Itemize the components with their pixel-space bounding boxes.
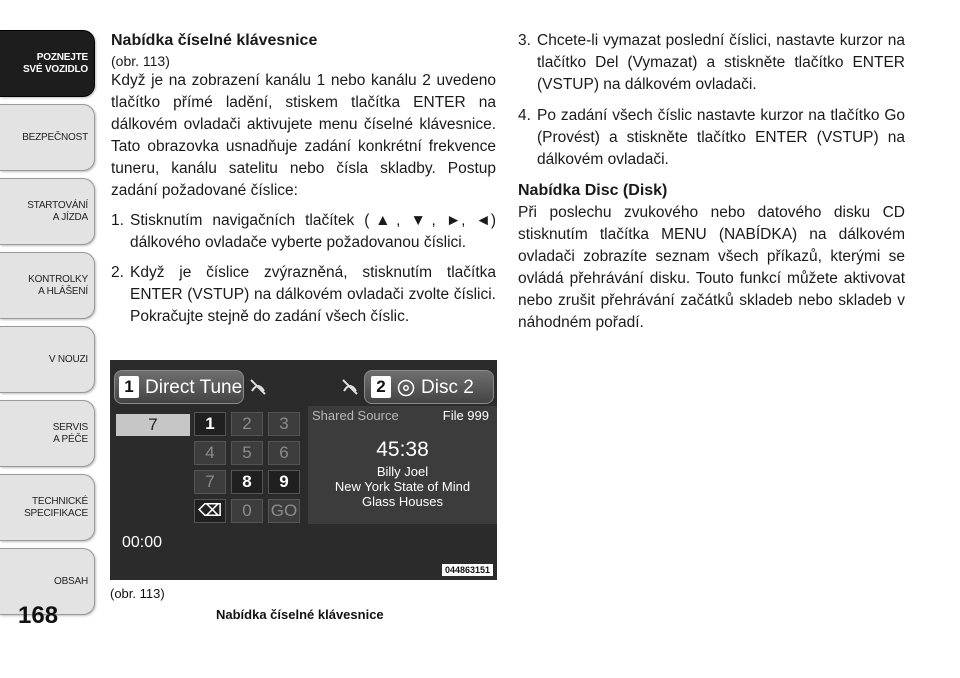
step-text: Stisknutím navigačních tlačítek (▲, ▼, ►, ◄) dálkového ovladače vyberte požadovanou číslici. — [130, 212, 496, 251]
step-list — [111, 210, 496, 328]
tab-label: TECHNICKÉ SPECIFIKACE — [24, 495, 88, 519]
tab-label: STARTOVÁNÍ A JÍZDA — [27, 199, 88, 223]
step-text: Když je číslice zvýrazněná, stisknutím tlačítka ENTER (VSTUP) na dálkovém ovladači zvolte číslici. Pokračujte stejně do zadání všech číslic. — [130, 264, 496, 325]
numeric-keypad — [110, 408, 305, 580]
intro-paragraph: Když je na zobrazení kanálu 1 nebo kanálu 2 uvedeno tlačítko přímé ladění, stiskem tlačítka ENTER na dálkovém ovladači aktivujete menu číselné klávesnice. Tato obrazovka usnadňuje zadání konkrétní frekvence tuneru, kanálu satelitu nebo čísla skladby. Postup zadání požadované číslice: — [111, 72, 496, 199]
no-antenna-icon — [248, 377, 268, 397]
file-label: File 999 — [442, 408, 489, 423]
track-name: Glass Houses — [362, 494, 443, 509]
figure-reference: (obr. 113) — [111, 53, 170, 69]
list-item — [111, 262, 496, 328]
figure-screen — [110, 360, 497, 580]
keypad-key[interactable]: ⌫ — [194, 499, 226, 523]
no-antenna-icon — [340, 377, 360, 397]
section-heading-keypad: Nabídka číselné klávesnice — [111, 32, 318, 49]
disc-paragraph: Při poslechu zvukového nebo datového disku CD stisknutím tlačítka MENU (NABÍDKA) na dálkovém ovladači zobrazíte seznam všech příkazů, kterými se ovládá přehrávání disku. Touto funkcí můžete aktivovat nebo zrušit přehrávání začátků skladeb nebo skladeb v náhodném pořadí. — [518, 204, 905, 331]
tab-bezpecnost[interactable] — [0, 104, 95, 171]
figure-code: 044863151 — [442, 564, 493, 576]
tab-label: V NOUZI — [48, 353, 88, 365]
disc-icon — [397, 379, 415, 397]
tab-label: SERVIS A PÉČE — [52, 421, 88, 445]
tab-technicke-specifikace[interactable] — [0, 474, 95, 541]
channel-number-badge: 2 — [371, 376, 391, 398]
tab-kontrolky-a-hlaseni[interactable] — [0, 252, 95, 319]
step-text: Po zadání všech číslic nastavte kurzor na tlačítko Go (Provést) a stiskněte tlačítko ENTER (VSTUP) na dálkovém ovladači. — [537, 107, 905, 168]
caption-reference: (obr. 113) — [110, 586, 165, 601]
left-column — [111, 30, 496, 336]
caption-title: Nabídka číselné klávesnice — [216, 607, 384, 622]
keypad-key[interactable]: 2 — [231, 412, 263, 436]
track-time: 45:38 — [376, 438, 429, 461]
keypad-key[interactable]: 9 — [268, 470, 300, 494]
artist-name: Billy Joel — [376, 464, 429, 479]
step-text: Chcete-li vymazat poslední číslici, nastavte kurzor na tlačítko Del (Vymazat) a stiskněte tlačítko ENTER (VSTUP) na dálkovém ovladači. — [537, 32, 905, 93]
entry-display: 7 — [116, 414, 190, 436]
keypad-key[interactable]: 1 — [194, 412, 226, 436]
keypad-key[interactable]: 8 — [231, 470, 263, 494]
keypad-key[interactable]: GO — [268, 499, 300, 523]
tab-label: POZNEJTE SVÉ VOZIDLO — [22, 51, 88, 75]
keypad-key[interactable]: 5 — [231, 441, 263, 465]
list-item — [518, 105, 905, 171]
direct-tune-button[interactable] — [114, 370, 244, 404]
step-number: 2. — [111, 264, 124, 281]
tab-servis-a-pece[interactable] — [0, 400, 95, 467]
tab-label: KONTROLKY A HLÁŠENÍ — [28, 273, 88, 297]
album-name: New York State of Mind — [334, 479, 471, 494]
list-item — [518, 30, 905, 96]
screen-top-bar — [110, 370, 497, 404]
direct-tune-label: Direct Tune — [145, 377, 243, 398]
disc-source-button[interactable] — [364, 370, 494, 404]
elapsed-time: 00:00 — [122, 534, 163, 551]
tab-v-nouzi[interactable] — [0, 326, 95, 393]
tab-poznejte-sve-vozidlo[interactable] — [0, 30, 95, 97]
keypad-key[interactable]: 7 — [194, 470, 226, 494]
tab-label: OBSAH — [53, 575, 88, 587]
right-column — [518, 30, 905, 334]
tab-label: BEZPEČNOST — [22, 131, 88, 143]
keypad-key[interactable]: 3 — [268, 412, 300, 436]
keypad-key[interactable]: 4 — [194, 441, 226, 465]
step-number: 3. — [518, 32, 531, 49]
disc-label: Disc 2 — [421, 377, 474, 398]
keypad-key[interactable]: 6 — [268, 441, 300, 465]
page-number: 168 — [18, 602, 59, 629]
channel-number-badge: 1 — [119, 376, 139, 398]
step-number: 1. — [111, 212, 124, 229]
list-item — [111, 210, 496, 254]
source-label: Shared Source — [312, 408, 399, 423]
now-playing-panel — [308, 406, 497, 524]
step-number: 4. — [518, 107, 531, 124]
step-list — [518, 30, 905, 171]
section-heading-disc: Nabídka Disc (Disk) — [518, 182, 668, 199]
keypad-key[interactable]: 0 — [231, 499, 263, 523]
tab-startovani-a-jizda[interactable] — [0, 178, 95, 245]
